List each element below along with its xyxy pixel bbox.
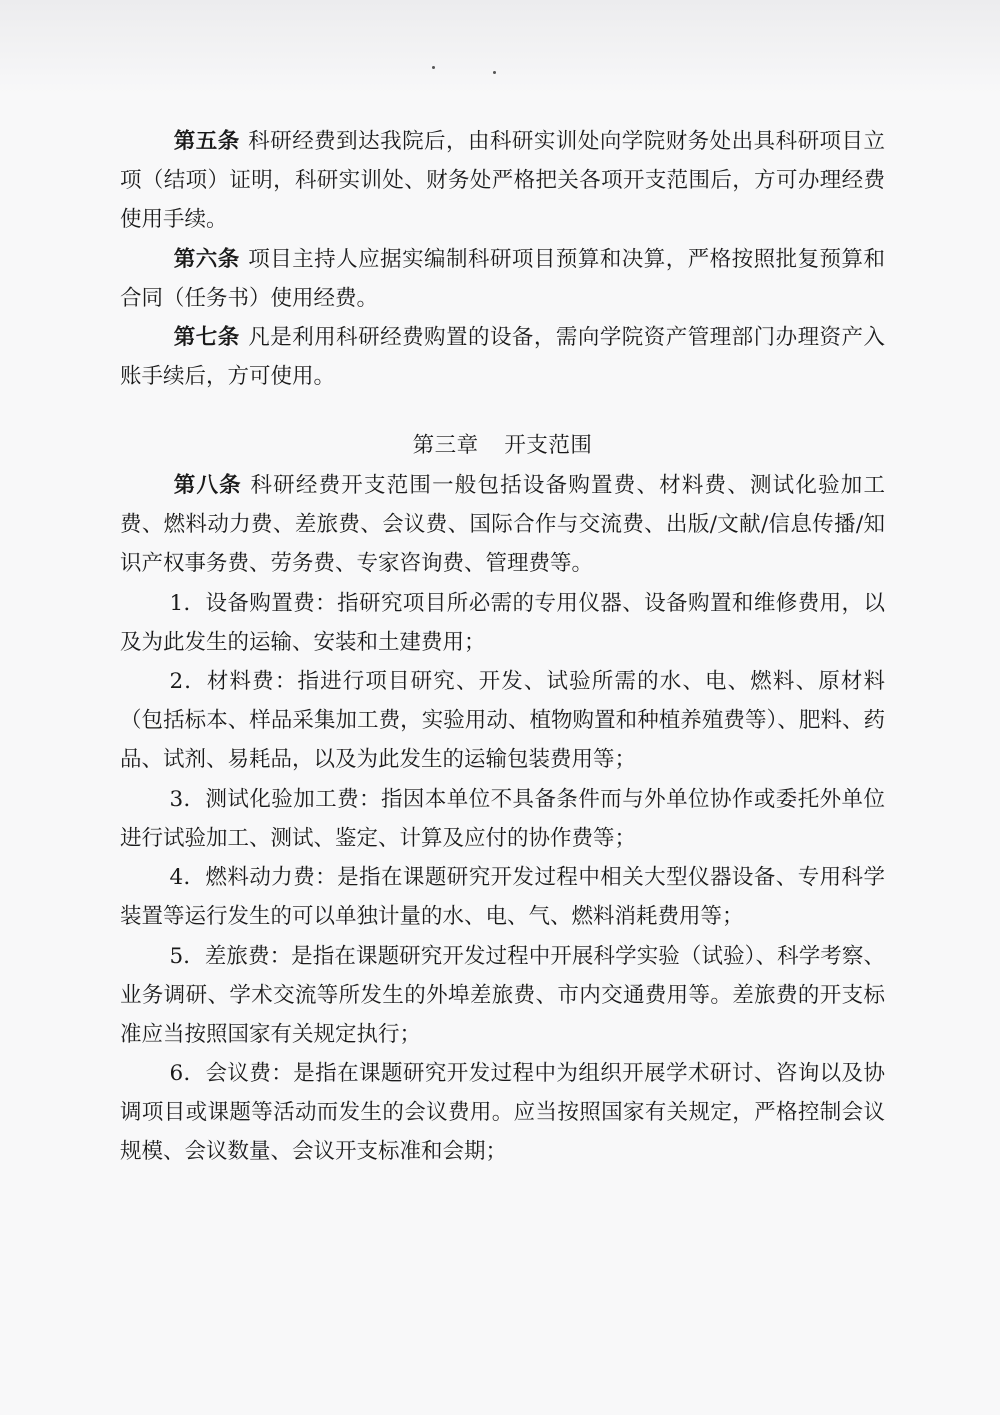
- article-text: 科研经费开支范围一般包括设备购置费、材料费、测试化验加工费、燃料动力费、差旅费、会议费、国际合作与交流费、出版/文献/信息传播/知识产权事务费、劳务费、专家咨询费、管理费等。: [120, 473, 885, 576]
- list-item: 6．会议费：是指在课题研究开发过程中为组织开展学术研讨、咨询以及协调项目或课题等活动而发生的会议费用。应当按照国家有关规定，严格控制会议规模、会议数量、会议开支标准和会期；: [120, 1061, 885, 1164]
- article-text: 凡是利用科研经费购置的设备，需向学院资产管理部门办理资产入账手续后，方可使用。: [120, 325, 885, 389]
- list-item: 3．测试化验加工费：指因本单位不具备条件而与外单位协作或委托外单位进行试验加工、测试、鉴定、计算及应付的协作费等；: [120, 786, 885, 851]
- list-item: 5．差旅费：是指在课题研究开发过程中开展科学实验（试验）、科学考察、业务调研、学术交流等所发生的外埠差旅费、市内交通费用等。差旅费的开支标准应当按照国家有关规定执行；: [120, 943, 885, 1047]
- article-text: 项目主持人应据实编制科研项目预算和决算，严格按照批复预算和合同（任务书）使用经费。: [120, 246, 885, 311]
- list-item: 1．设备购置费：指研究项目所必需的专用仪器、设备购置和维修费用，以及为此发生的运输、安装和土建费用；: [120, 590, 885, 655]
- scan-shadow: [0, 0, 1000, 95]
- article-7: [120, 318, 885, 396]
- list-item: 2．材料费：指进行项目研究、开发、试验所需的水、电、燃料、原材料（包括标本、样品采集加工费，实验用动、植物购置和种植养殖费等）、肥料、药品、试剂、易耗品，以及为此发生的运输包装费用等；: [120, 669, 885, 772]
- article-label: 第五条: [173, 129, 240, 154]
- document-body: [120, 122, 885, 1172]
- chapter-number: 第三章: [412, 433, 479, 458]
- scan-speck: [493, 71, 496, 74]
- chapter-heading: [120, 426, 885, 465]
- article-label: 第八条: [173, 473, 242, 498]
- article-6: [120, 240, 885, 318]
- article-5: [120, 122, 885, 239]
- scan-speck: [432, 66, 435, 69]
- list-item: 4．燃料动力费：是指在课题研究开发过程中相关大型仪器设备、专用科学装置等运行发生的可以单独计量的水、电、气、燃料消耗费用等；: [120, 865, 885, 929]
- chapter-title: 开支范围: [504, 433, 593, 458]
- article-text: 科研经费到达我院后，由科研实训处向学院财务处出具科研项目立项（结项）证明，科研实训处、财务处严格把关各项开支范围后，方可办理经费使用手续。: [120, 129, 885, 232]
- article-label: 第六条: [173, 246, 240, 272]
- article-label: 第七条: [173, 325, 240, 350]
- article-8: [120, 466, 885, 583]
